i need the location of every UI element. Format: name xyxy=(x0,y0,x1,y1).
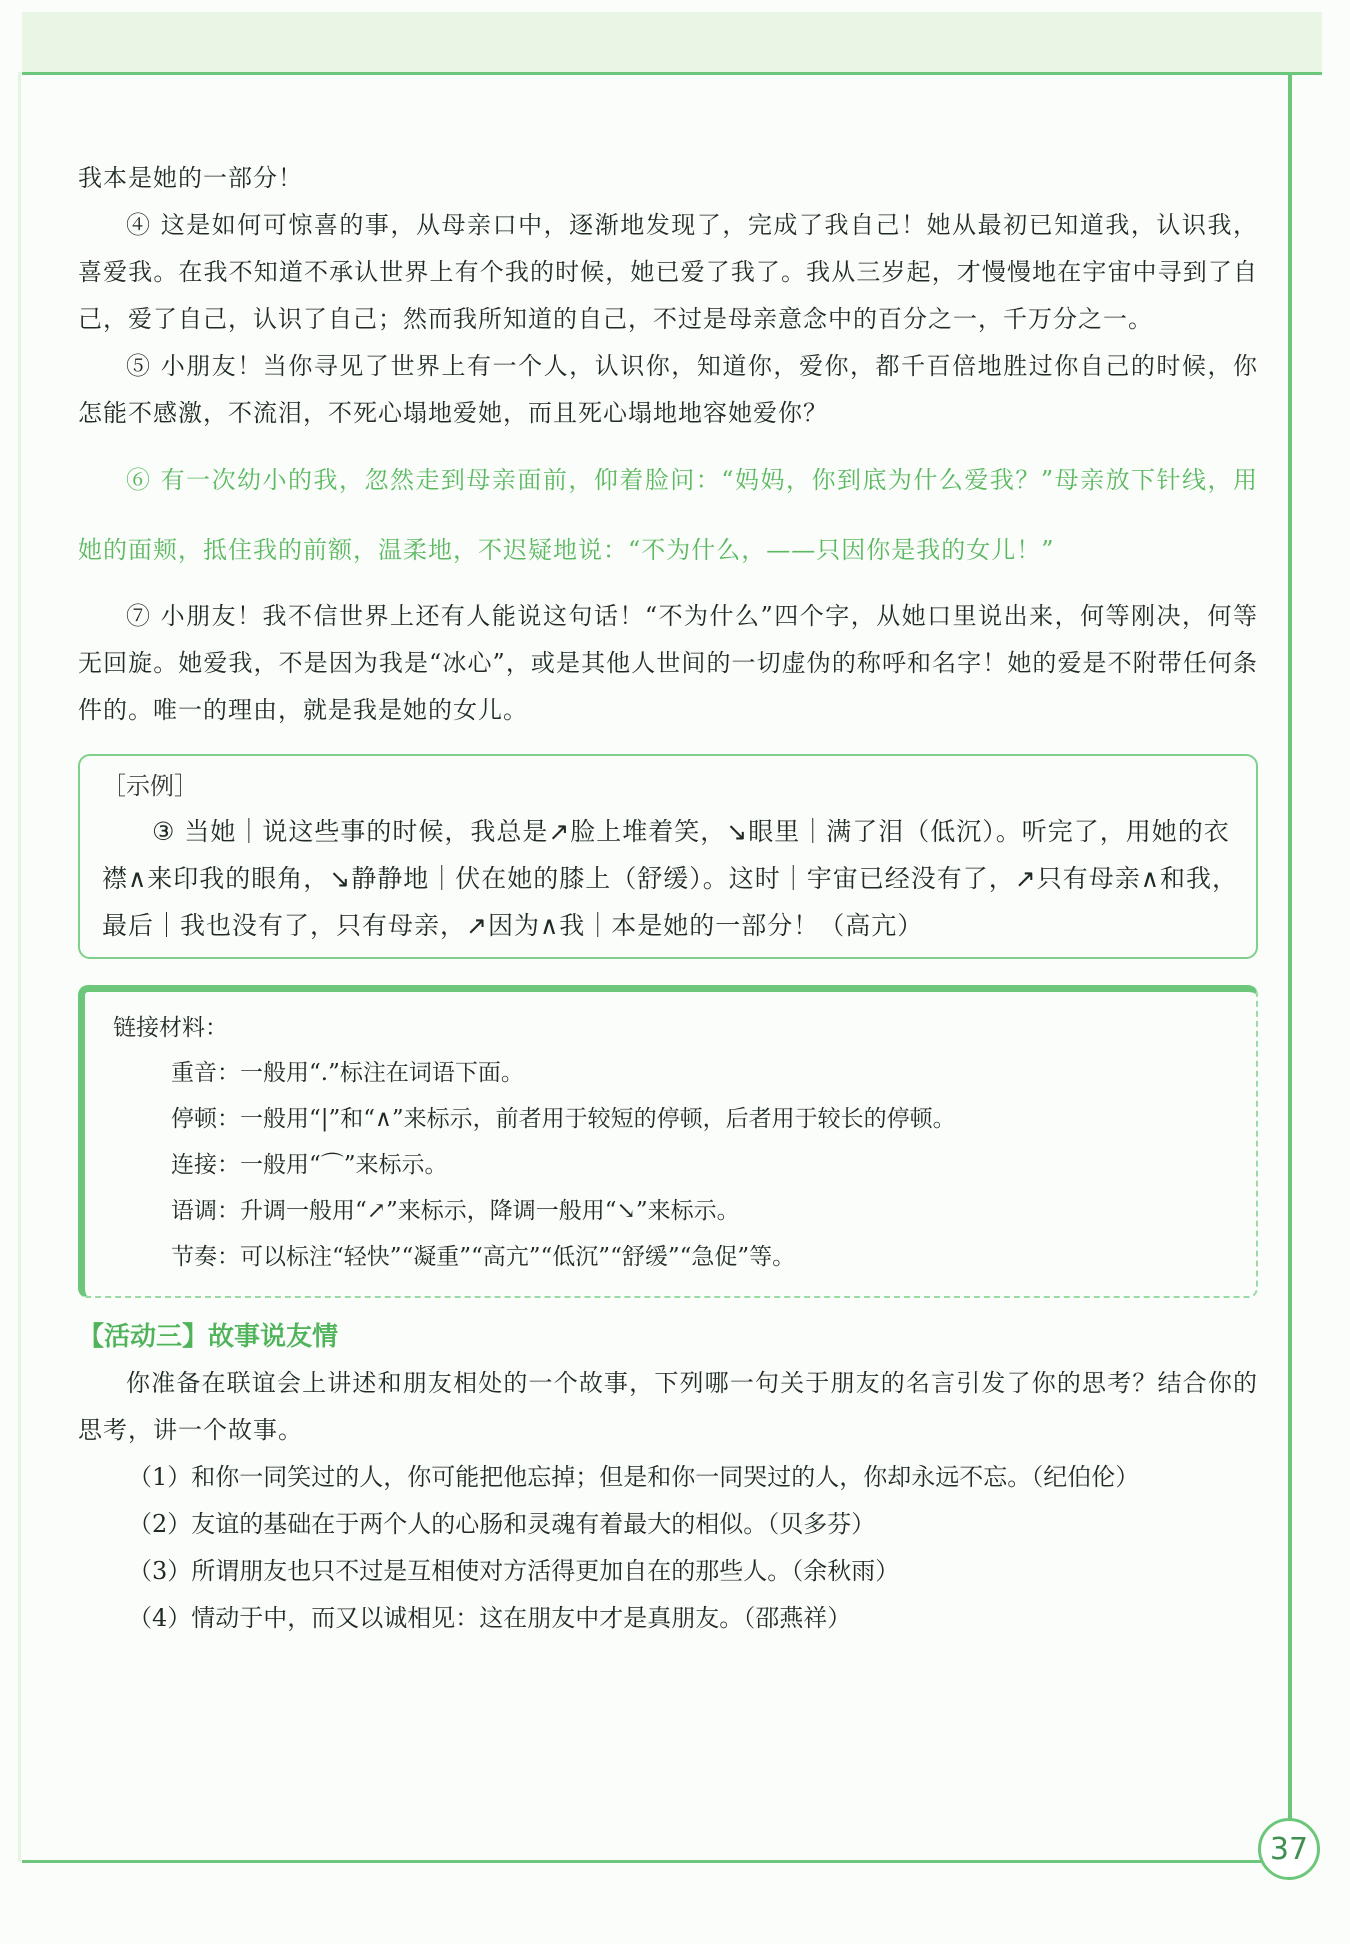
example-box xyxy=(78,754,1258,959)
right-border xyxy=(1288,72,1292,1832)
paragraph-5: ⑤ 小朋友！当你寻见了世界上有一个人，认识你，知道你，爱你，都千百倍地胜过你自己的时候，你怎能不感激，不流泪，不死心塌地爱她，而且死心塌地地容她爱你？ xyxy=(78,352,1258,427)
bottom-border xyxy=(22,1860,1272,1863)
page-content xyxy=(78,155,1258,1642)
link-item-connect: 连接：一般用“⌒”来标示。 xyxy=(171,1152,448,1178)
quote-item: （2）友谊的基础在于两个人的心肠和灵魂有着最大的相似。（贝多芬） xyxy=(128,1510,876,1538)
link-item-rhythm: 节奏：可以标注“轻快”“凝重”“高亢”“低沉”“舒缓”“急促”等。 xyxy=(171,1244,796,1270)
example-text: ③ 当她｜说这些事的时候，我总是↗脸上堆着笑，↘眼里｜满了泪（低沉）。听完了，用她的衣襟∧来印我的眼角，↘静静地｜伏在她的膝上（舒缓）。这时｜宇宙已经没有了，↗只有母亲∧和我，最后｜我也没有了，只有母亲，↗因为∧我｜本是她的一部分！（高亢） xyxy=(102,817,1238,940)
example-title: ［示例］ xyxy=(102,772,198,800)
quote-item: （1）和你一同笑过的人，你可能把他忘掉；但是和你一同哭过的人，你却永远不忘。（纪伯伦） xyxy=(128,1463,1140,1491)
top-border-band xyxy=(22,12,1322,75)
left-border xyxy=(18,72,21,1862)
link-item-intonation: 语调：升调一般用“↗”来标示，降调一般用“↘”来标示。 xyxy=(171,1198,740,1224)
link-material-box xyxy=(78,985,1258,1298)
paragraph-6-highlighted: ⑥ 有一次幼小的我，忽然走到母亲面前，仰着脸问：“妈妈，你到底为什么爱我？”母亲放下针线，用她的面颊，抵住我的前额，温柔地，不迟疑地说：“不为什么，——只因你是我的女儿！” xyxy=(78,466,1258,564)
link-item-stress: 重音：一般用“.”标注在词语下面。 xyxy=(171,1060,524,1086)
page-number: 37 xyxy=(1258,1818,1320,1880)
link-material-title: 链接材料： xyxy=(113,1015,228,1041)
activity-intro: 你准备在联谊会上讲述和朋友相处的一个故事，下列哪一句关于朋友的名言引发了你的思考？结合你的思考，讲一个故事。 xyxy=(78,1369,1258,1444)
link-item-pause: 停顿：一般用“|”和“∧”来标示，前者用于较短的停顿，后者用于较长的停顿。 xyxy=(171,1106,956,1132)
quote-item: （3）所谓朋友也只不过是互相使对方活得更加自在的那些人。（余秋雨） xyxy=(128,1557,900,1585)
activity-three-title: 【活动三】故事说友情 xyxy=(78,1322,339,1352)
paragraph-3-ending: 我本是她的一部分！ xyxy=(78,164,303,192)
paragraph-4: ④ 这是如何可惊喜的事，从母亲口中，逐渐地发现了，完成了我自己！她从最初已知道我，认识我，喜爱我。在我不知道不承认世界上有个我的时候，她已爱了我了。我从三岁起，才慢慢地在宇宙中寻到了自己，爱了自己，认识了自己；然而我所知道的自己，不过是母亲意念中的百分之一，千万分之一。 xyxy=(78,211,1258,333)
quote-item: （4）情动于中，而又以诚相见：这在朋友中才是真朋友。（邵燕祥） xyxy=(128,1604,852,1632)
paragraph-7: ⑦ 小朋友！我不信世界上还有人能说这句话！“不为什么”四个字，从她口里说出来，何等刚决，何等无回旋。她爱我，不是因为我是“冰心”，或是其他人世间的一切虚伪的称呼和名字！她的爱是不附带任何条件的。唯一的理由，就是我是她的女儿。 xyxy=(78,602,1258,724)
